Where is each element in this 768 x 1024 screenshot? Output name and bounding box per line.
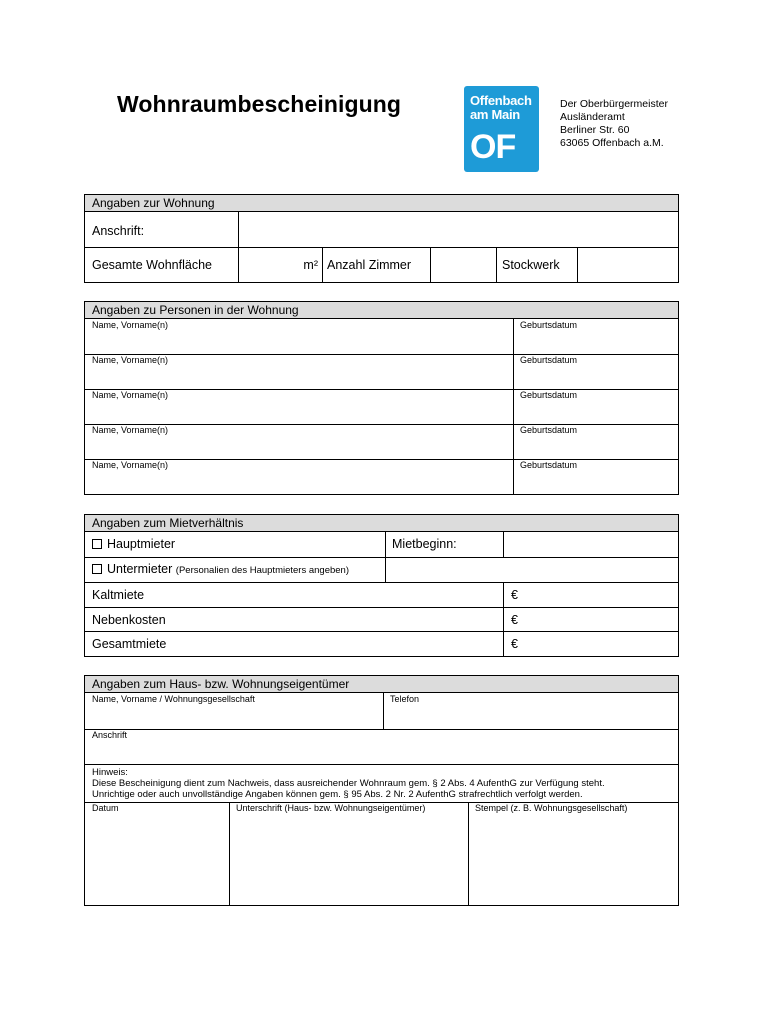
- section-heading: Angaben zur Wohnung: [85, 195, 678, 212]
- zimmer-field[interactable]: [430, 248, 496, 282]
- address-line: Berliner Str. 60: [560, 124, 630, 136]
- geburtsdatum-label: Geburtsdatum: [520, 320, 578, 330]
- stockwerk-label: Stockwerk: [496, 248, 577, 282]
- datum-field[interactable]: [85, 803, 229, 906]
- section-heading: Angaben zu Personen in der Wohnung: [85, 302, 678, 319]
- flaeche-field[interactable]: [238, 248, 322, 282]
- flaeche-label: Gesamte Wohnfläche: [92, 258, 212, 272]
- telefon-label: Telefon: [390, 694, 420, 704]
- signature-row: [85, 802, 678, 905]
- person-name-field[interactable]: [85, 390, 513, 425]
- person-row: [85, 459, 678, 494]
- euro-sign: €: [511, 613, 518, 627]
- authority-address: [560, 98, 668, 150]
- logo-line2: am Main: [470, 107, 520, 122]
- person-name-field[interactable]: [85, 319, 513, 354]
- name-label: Name, Vorname(n): [92, 425, 169, 435]
- anschrift-field[interactable]: [238, 212, 678, 247]
- kaltmiete-label: Kaltmiete: [92, 588, 145, 602]
- address-line: Ausländeramt: [560, 111, 625, 123]
- name-label: Name, Vorname(n): [92, 320, 169, 330]
- hinweis-title: Hinweis:: [92, 767, 128, 778]
- section-heading: Angaben zum Mietverhältnis: [85, 515, 678, 532]
- eigentuemer-name-field[interactable]: [85, 693, 383, 729]
- person-birthdate-field[interactable]: [513, 319, 678, 354]
- geburtsdatum-label: Geburtsdatum: [520, 425, 578, 435]
- hinweis-line: Unrichtige oder auch unvollständige Angaben können gem. § 95 Abs. 2 Nr. 2 AufenthG strafrechtlich verfolgt werden.: [92, 789, 583, 800]
- datum-label: Datum: [92, 803, 119, 813]
- hauptmieter-option[interactable]: [92, 537, 175, 551]
- mietbeginn-field[interactable]: [503, 532, 678, 557]
- zimmer-label: Anzahl Zimmer: [322, 248, 430, 282]
- unterschrift-field[interactable]: [229, 803, 468, 906]
- name-label: Name, Vorname / Wohnungsgesellschaft: [92, 694, 255, 704]
- person-row: [85, 354, 678, 389]
- logo-line1: Offenbach: [470, 93, 532, 108]
- mietbeginn-label: Mietbeginn:: [385, 532, 503, 557]
- unterschrift-label: Unterschrift (Haus- bzw. Wohnungseigentümer): [236, 803, 426, 813]
- person-birthdate-field[interactable]: [513, 425, 678, 460]
- section-mietverhaeltnis: [84, 514, 679, 657]
- address-line: Der Oberbürgermeister: [560, 98, 668, 110]
- hauptmieter-label: Hauptmieter: [107, 537, 176, 551]
- person-name-field[interactable]: [85, 425, 513, 460]
- logo-abbr: OF: [470, 128, 516, 166]
- eigentuemer-anschrift-field[interactable]: [85, 729, 678, 764]
- geburtsdatum-label: Geburtsdatum: [520, 460, 578, 470]
- geburtsdatum-label: Geburtsdatum: [520, 355, 578, 365]
- hinweis-line: Diese Bescheinigung dient zum Nachweis, dass ausreichender Wohnraum gem. § 2 Abs. 4 AufenthG zur Verfügung steht.: [92, 778, 605, 789]
- section-wohnung: [84, 194, 679, 283]
- offenbach-logo: [464, 86, 539, 172]
- untermieter-field[interactable]: [385, 558, 678, 582]
- untermieter-label: Untermieter: [107, 562, 173, 576]
- person-row: [85, 389, 678, 424]
- untermieter-checkbox[interactable]: [92, 564, 102, 574]
- nebenkosten-row: [85, 607, 678, 631]
- name-label: Name, Vorname(n): [92, 355, 169, 365]
- hauptmieter-row: [85, 532, 678, 557]
- stockwerk-field[interactable]: [577, 248, 678, 282]
- kaltmiete-field[interactable]: [503, 583, 678, 607]
- name-label: Name, Vorname(n): [92, 390, 169, 400]
- kaltmiete-row: [85, 582, 678, 607]
- euro-sign: €: [511, 637, 518, 651]
- geburtsdatum-label: Geburtsdatum: [520, 390, 578, 400]
- anschrift-label: Anschrift:: [92, 224, 145, 238]
- page-title: Wohnraumbescheinigung: [117, 91, 402, 117]
- person-row: [85, 424, 678, 459]
- gesamtmiete-field[interactable]: [503, 632, 678, 657]
- eigentuemer-name-row: [85, 693, 678, 729]
- gesamtmiete-label: Gesamtmiete: [92, 637, 167, 651]
- address-line: 63065 Offenbach a.M.: [560, 137, 664, 149]
- section-eigentuemer: [84, 675, 679, 906]
- person-name-field[interactable]: [85, 355, 513, 390]
- stempel-field[interactable]: [468, 803, 678, 906]
- telefon-field[interactable]: [383, 693, 678, 729]
- name-label: Name, Vorname(n): [92, 460, 169, 470]
- hauptmieter-checkbox[interactable]: [92, 539, 102, 549]
- person-row: [85, 319, 678, 354]
- nebenkosten-field[interactable]: [503, 608, 678, 632]
- untermieter-option[interactable]: [92, 562, 349, 576]
- stempel-label: Stempel (z. B. Wohnungsgesellschaft): [475, 803, 628, 813]
- person-birthdate-field[interactable]: [513, 460, 678, 495]
- section-heading: Angaben zum Haus- bzw. Wohnungseigentümer: [85, 676, 678, 693]
- person-birthdate-field[interactable]: [513, 390, 678, 425]
- anschrift-label: Anschrift: [92, 730, 128, 740]
- flaeche-unit: m²: [303, 258, 318, 272]
- person-birthdate-field[interactable]: [513, 355, 678, 390]
- section-personen: [84, 301, 679, 495]
- wohnung-row-2: [85, 247, 678, 282]
- nebenkosten-label: Nebenkosten: [92, 613, 166, 627]
- untermieter-row: [85, 557, 678, 582]
- euro-sign: €: [511, 588, 518, 602]
- untermieter-note: (Personalien des Hauptmieters angeben): [175, 565, 349, 576]
- hinweis-block: [85, 764, 678, 802]
- person-name-field[interactable]: [85, 460, 513, 495]
- gesamtmiete-row: [85, 631, 678, 656]
